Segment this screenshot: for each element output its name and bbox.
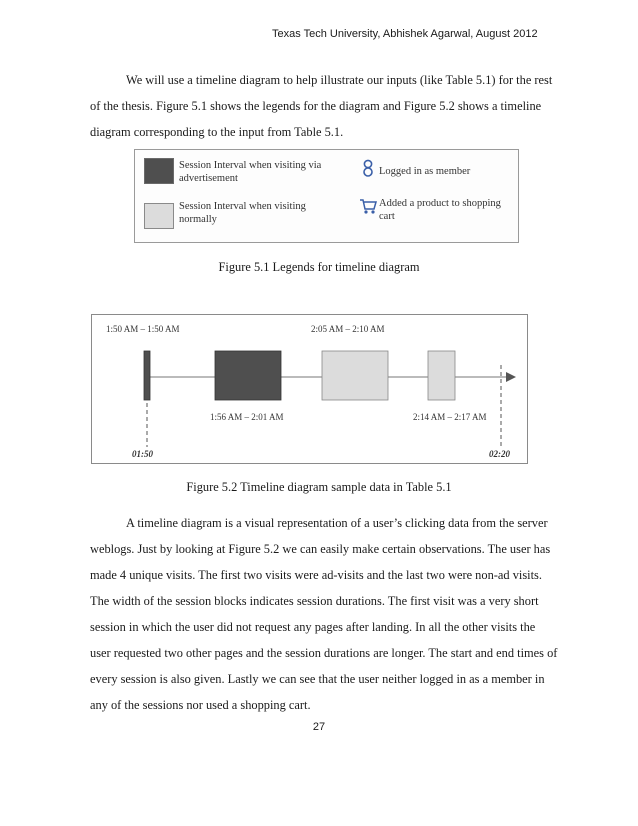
legend-figure <box>134 149 519 243</box>
timeline-arrow-head <box>506 372 516 382</box>
body-line: session in which the user did not request any pages after landing. In all the other visits the <box>90 620 536 634</box>
intro-line: We will use a timeline diagram to help illustrate our inputs (like Table 5.1) for the rest <box>126 73 553 87</box>
page-number: 27 <box>312 721 326 733</box>
figure-5-1-caption: Figure 5.1 Legends for timeline diagram <box>218 260 420 274</box>
session-block-3 <box>322 351 388 400</box>
visit-4-label: 2:14 AM – 2:17 AM <box>413 412 487 422</box>
end-time-label: 02:20 <box>489 449 510 459</box>
figure-5-2-caption: Figure 5.2 Timeline diagram sample data in Table 5.1 <box>186 480 452 494</box>
visit-3-label: 2:05 AM – 2:10 AM <box>311 324 385 334</box>
timeline-diagram <box>92 315 527 463</box>
intro-paragraph <box>90 67 564 145</box>
body-paragraph <box>90 510 564 718</box>
logged-in-label: Logged in as member <box>379 166 471 177</box>
body-line: The width of the session blocks indicates session durations. The first visit was a very short <box>90 594 539 608</box>
ad-session-swatch <box>144 158 174 184</box>
intro-line: diagram corresponding to the input from Table 5.1. <box>90 125 344 139</box>
body-line: any of the sessions nor used a shopping cart. <box>90 698 311 712</box>
normal-session-swatch <box>144 203 174 229</box>
session-block-2 <box>215 351 281 400</box>
visit-1-label: 1:50 AM – 1:50 AM <box>106 324 180 334</box>
body-line: user requested two other pages and the session durations are longer. The start and end times of <box>90 646 558 660</box>
body-line: made 4 unique visits. The first two visits were ad-visits and the last two were non-ad visits. <box>90 568 542 582</box>
cart-label: Added a product to shopping cart <box>379 198 501 222</box>
normal-session-label: Session Interval when visiting normally <box>179 201 306 225</box>
ad-session-label: Session Interval when visiting via advertisement <box>179 160 322 184</box>
intro-line: of the thesis. Figure 5.1 shows the legends for the diagram and Figure 5.2 shows a timeline <box>90 99 542 113</box>
session-block-1 <box>144 351 150 400</box>
session-block-4 <box>428 351 455 400</box>
shopping-cart-icon <box>359 198 377 215</box>
visit-2-label: 1:56 AM – 2:01 AM <box>210 412 284 422</box>
start-time-label: 01:50 <box>132 449 153 459</box>
body-line: A timeline diagram is a visual representation of a user’s clicking data from the server <box>126 516 548 530</box>
user-icon <box>361 159 375 177</box>
running-header: Texas Tech University, Abhishek Agarwal, August 2012 <box>272 28 538 40</box>
body-line: weblogs. Just by looking at Figure 5.2 we can easily make certain observations. The user has <box>90 542 551 556</box>
timeline-figure <box>91 314 528 464</box>
body-line: every session is also given. Lastly we can see that the user neither logged in as a member in <box>90 672 545 686</box>
